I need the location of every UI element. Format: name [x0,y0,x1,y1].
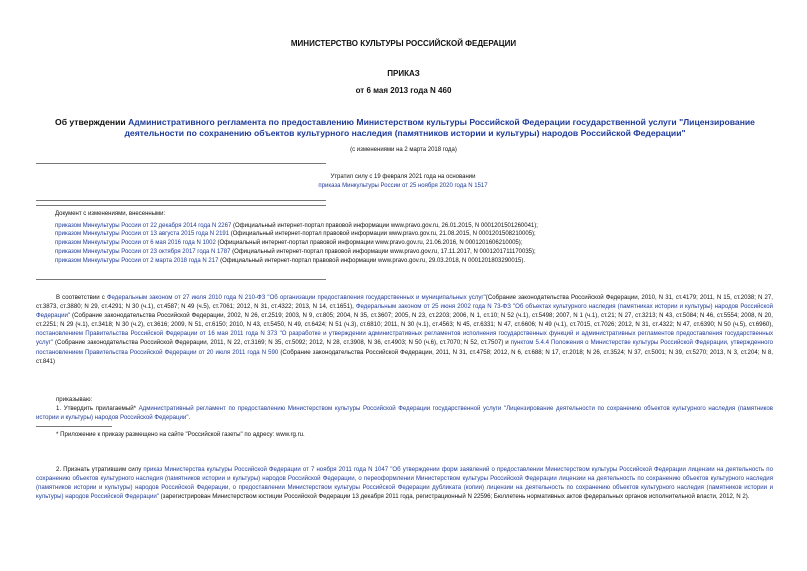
change-source: (Официальный интернет-портал правовой информации www.pravo.gov.ru, 29.03.2018, N 0001201803290015). [218,257,526,264]
doc-title-prefix: Об утверждении [55,117,129,127]
change-link[interactable]: приказом Минкультуры России от 6 мая 2016 года N 1002 [55,240,216,247]
doc-type: ПРИКАЗ [387,69,420,78]
law-link-73[interactable]: Федеральным законом от 25 июня 2002 года N 73-ФЗ "Об объектах культурного наследия (памятниках истории и культуры) народов Российской Федерации" [36,303,773,320]
change-item [55,239,775,248]
doc-title [40,117,770,139]
lapse-note [240,173,566,190]
change-source: (Официальный интернет-портал правовой информации www.pravo.gov.ru, 17.11.2017, N 0001201711170035); [230,248,536,255]
ministry-heading: МИНИСТЕРСТВО КУЛЬТУРЫ РОССИЙСКОЙ ФЕДЕРАЦИИ [290,39,517,48]
change-item [55,248,775,257]
divider [36,205,326,206]
order-word: приказываю: [56,396,93,403]
preamble-paragraph [36,293,773,366]
change-item [55,257,775,266]
divider [36,279,326,280]
divider [36,200,326,201]
change-item [55,222,775,231]
preamble-text: (Собрание законодательства Российской Федерации, 2010, N 31, ст.4179; 2011, N 15, ст.2038; N 27, ст.3873, ст.3880; N 29, ст.4291; N 30 (ч.1), ст.4587; N 49 (ч.5), ст.7061; 2012, N 31, ст.4322; 2013, N 14, ст.1651), [36,294,773,311]
change-source: (Официальный интернет-портал правовой информации www.pravo.gov.ru, 21.06.2016, N 0001201606210005); [215,240,523,247]
item-text: 2. Признать утратившим силу [56,466,142,473]
order-item-2 [36,465,773,501]
lapse-line: Утратил силу с 19 февраля 2021 года на основании [330,174,476,180]
footnote-divider [36,426,112,427]
resolution-link-373[interactable]: постановлением Правительства Российской Федерации от 16 мая 2011 года N 373 "О разработке и утверждении административных регламентов исполнения государственных функций и административных регламентов предоставления государственных услуг" [36,330,773,347]
footnote: * Приложение к приказу размещено на сайте "Российской газеты" по адресу: www.rg.ru. [56,431,305,438]
change-item [55,230,775,239]
changes-block [55,210,775,265]
doc-title-link[interactable]: Административного регламента по предоставлению Министерством культуры Российской Федерации государственной услуги "Лицензирование деятельности по сохранению объектов культурного наследия (памятников истории и культуры) народов Российской Федерации" [124,117,755,138]
change-link[interactable]: приказом Минкультуры России от 2 марта 2018 года N 217 [55,257,219,264]
regulation-link[interactable]: Административный регламент по предоставлению Министерством культуры Российской Федерации государственной услуги "Лицензирование деятельности по сохранению объектов культурного наследия (памятников истории и культуры) народов Российской Федерации" [36,405,773,422]
order-item-1 [36,404,773,422]
change-source: (Официальный интернет-портал правовой информации www.pravo.gov.ru, 26.01.2015, N 0001201501260041); [231,222,538,229]
repealed-order-link[interactable]: приказ Министерства культуры Российской Федерации от 7 ноября 2011 года N 1047 "Об утверждении форм заявлений о предоставлении Министерством культуры Российской Федерации лицензии на деятельность по сохранению объектов культурного наследия (памятников истории и культуры) народов Российской Федерации, о переоформлении Министерством культуры Российской Федерации лицензии на деятельность по сохранению объектов культурного наследия (памятников истории и культуры) народов Российской Федерации, о предоставлении Министерством культуры Российской Федерации дубликата (копии) лицензии на деятельность по сохранению объектов культурного наследия (памятников истории и культуры) народов Российской Федерации" [36,466,773,501]
change-link[interactable]: приказом Минкультуры России от 22 декабря 2014 года N 2267 [55,222,232,229]
item-text: (зарегистрирован Министерством юстиции Российской Федерации 13 декабря 2011 года, регистрационный N 22596; Бюллетень нормативных актов федеральных органов исполнительной власти, 2012, N 2). [158,493,750,501]
change-source: (Официальный интернет-портал правовой информации www.pravo.gov.ru, 21.08.2015, N 0001201508210005); [229,231,536,238]
item-text: 1. Утвердить прилагаемый* [56,405,139,412]
doc-date-number: от 6 мая 2013 года N 460 [355,86,452,95]
divider [36,163,326,164]
change-link[interactable]: приказом Минкультуры России от 13 августа 2015 года N 2191 [55,231,230,238]
item-text: . [188,414,191,422]
lapse-link[interactable]: приказа Минкультуры России от 25 ноября 2020 года N 1517 [318,182,488,189]
preamble-text: (Собрание законодательства Российской Федерации, 2011, N 22, ст.3169; N 35, ст.5092; 2012, N 28, ст.3908, N 36, ст.4903; N 50 (ч.6), ст.7070; N 52, ст.7507) и [53,339,511,347]
law-link-210[interactable]: Федеральным законом от 27 июля 2010 года N 210-ФЗ "Об организации предоставления государственных и муниципальных услуг" [106,294,486,301]
preamble-text: В соответствии с [56,294,107,301]
regulation-link-590[interactable]: пунктом 5.4.4 Положения о Министерстве культуры Российской Федерации, утвержденного постановлением Правительства Российской Федерации от 20 июля 2011 года N 590 [36,339,774,356]
changes-heading: Документ с изменениями, внесенными: [55,211,166,217]
revision-note: (с изменениями на 2 марта 2018 года) [350,147,457,153]
preamble-text: (Собрание законодательства Российской Федерации, 2011, N 31, ст.4758; 2012, N 6, ст.688; N 17, ст.2018; N 26, ст.3524; N 37, ст.5001; N 39, ст.5270; 2013, N 3, ст.204; N 8, ст.841) [36,348,773,365]
change-link[interactable]: приказом Минкультуры России от 23 октября 2017 года N 1787 [55,248,231,255]
preamble-text: (Собрание законодательства Российской Федерации, 2002, N 26, ст.2519; 2003, N 9, ст.805; 2004, N 35, ст.3607; 2005, N 23, ст.2203; 2006, N 1, ст.10; N 52 (ч.1), ст.5498; 2007, N 1 (ч.1), ст.21; N 27, ст.3213; N 43, ст.5084; N 46, ст.5554; 2008, N 20, ст.2251; N 29 (ч.1), ст.3418; N 30 (ч.2), ст.3616; 2009, N 51, ст.6150; 2010, N 43, ст.5450, N 49, ст.6424; N 51 (ч.3), ст.6810; 2011, N 30 (ч.1), ст.4563; N 45, ст.6331; N 47, ст.6606; N 49 (ч.1), ст.7015, ст.7026; 2012, N 31, ст.4322; N 47, ст.6390; N 50 (ч.5), ст.6960), [36,312,773,329]
